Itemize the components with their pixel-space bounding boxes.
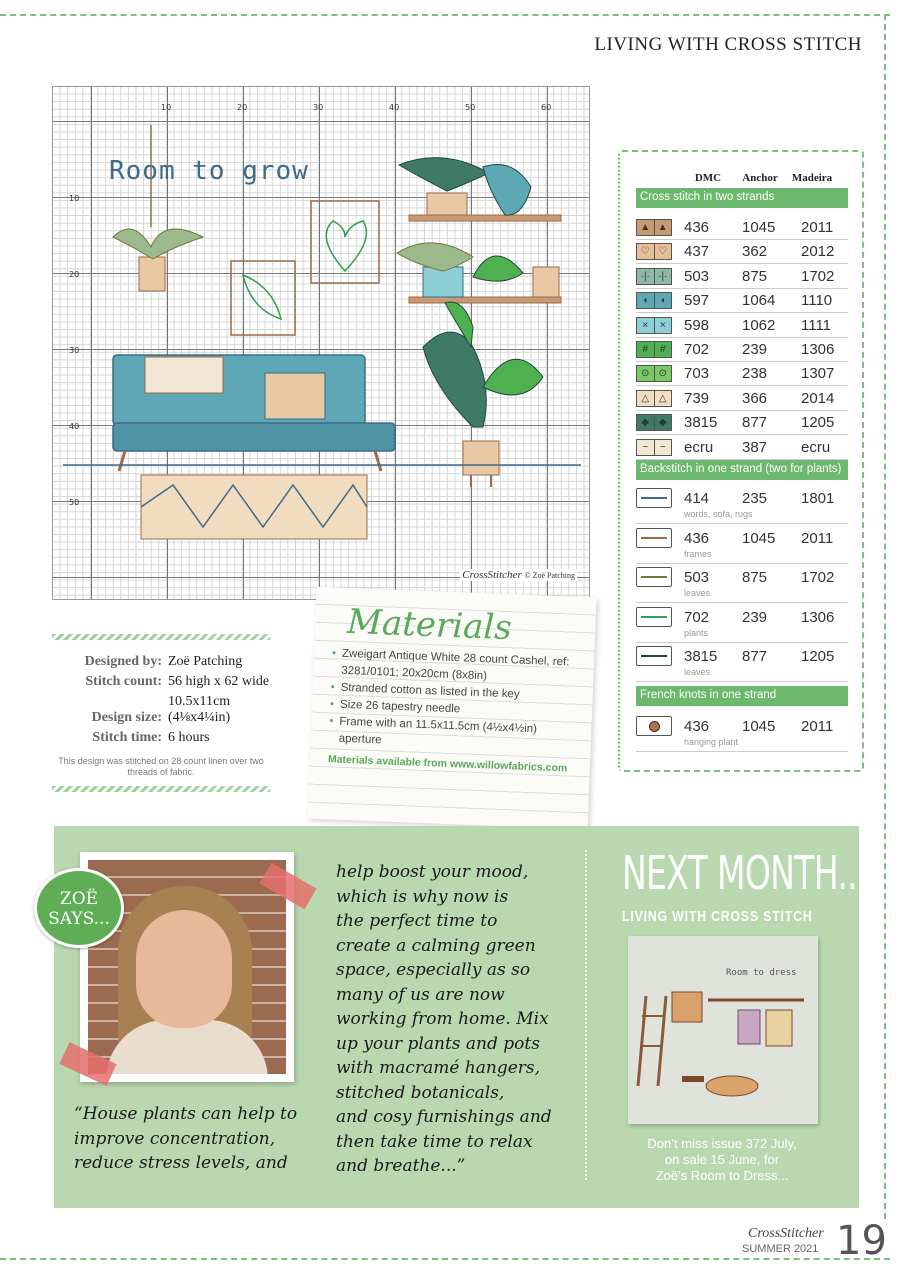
- thread-swatch: ·|· ·|·: [636, 268, 672, 285]
- quote-line: up your plants and pots: [336, 1033, 540, 1054]
- design-size-row: Design size:10.5x11cm (4⅛x4¼in): [91, 694, 231, 725]
- line-swatch: [636, 567, 672, 587]
- french-knot-swatch: [636, 716, 672, 736]
- thread-code: 2012: [801, 243, 835, 261]
- thread-code: 703: [684, 365, 710, 383]
- thread-use: words, sofa, rugs: [684, 509, 753, 519]
- quote-col-1: [74, 1102, 297, 1176]
- cross-stitch-chart: [52, 86, 590, 600]
- col-label: 50: [465, 103, 476, 112]
- quote-line: Don’t miss issue 372 July,: [647, 1136, 797, 1151]
- quote-line: which is why now is: [336, 886, 509, 907]
- backstitch-row: [636, 644, 848, 682]
- thread-use: leaves: [684, 667, 711, 677]
- quote-line: and breathe...”: [336, 1156, 466, 1176]
- thread-code: 1064: [742, 292, 776, 310]
- thread-swatch: ⊙ ⊙: [636, 365, 672, 382]
- line-swatch: [636, 646, 672, 666]
- quote-line: stitched botanicals,: [336, 1082, 505, 1103]
- next-month-caption: [604, 1136, 840, 1184]
- thread-code: 1045: [742, 529, 776, 547]
- thread-swatch: △ △: [636, 390, 672, 407]
- col-label: 30: [313, 103, 324, 112]
- thread-code: 362: [742, 243, 768, 261]
- cross-stitch-row: [636, 338, 848, 362]
- materials-item: • Zweigart Antique White 28 count Cashel, ref: 3281/0101; 20x20cm (8x8in): [331, 645, 576, 688]
- materials-title: Materials: [346, 601, 513, 649]
- stitch-time-row: Stitch time: 6 hours: [92, 730, 210, 745]
- thread-code: 387: [742, 438, 768, 456]
- thread-code: 239: [742, 341, 768, 358]
- top-border: [0, 14, 890, 16]
- cross-stitch-row: [636, 265, 848, 289]
- thread-code: 1045: [742, 219, 776, 236]
- thread-code: 1306: [801, 608, 835, 626]
- backstitch-row: [636, 565, 848, 603]
- quote-line: the perfect time to: [336, 911, 498, 931]
- thread-code: 414: [684, 490, 710, 507]
- thread-key: [618, 150, 864, 772]
- cross-stitch-heading: Cross stitch in two strands: [636, 188, 848, 208]
- quote-col-2: [336, 860, 552, 1179]
- cross-stitch-row: [636, 216, 848, 240]
- cross-stitch-row: [636, 289, 848, 313]
- next-month-image: [628, 936, 818, 1124]
- french-knots-heading: French knots in one strand: [636, 686, 848, 706]
- thread-code: 1111: [801, 316, 832, 334]
- backstitch-row: [636, 605, 848, 643]
- cross-stitch-row: [636, 411, 848, 435]
- cross-stitch-row: [636, 436, 848, 460]
- line-swatch: [636, 607, 672, 627]
- cross-stitch-row: [636, 387, 848, 411]
- french-knot-row: 436 1045 2011 hanging plant: [636, 714, 848, 752]
- quote-line: then take time to relax: [336, 1131, 533, 1152]
- row-label: 10: [69, 194, 80, 203]
- col-label: 20: [237, 103, 248, 112]
- thread-code: 877: [742, 414, 768, 432]
- thread-code: ecru: [801, 438, 831, 456]
- quote-line: working from home. Mix: [336, 1009, 549, 1029]
- thread-code: 235: [742, 490, 768, 507]
- thread-use: plants: [684, 627, 709, 638]
- cross-stitch-row: [636, 362, 848, 386]
- pattern-artwork: [53, 87, 591, 601]
- right-border: [884, 14, 886, 1219]
- thread-code: 3815: [684, 414, 718, 432]
- line-swatch: [636, 488, 672, 508]
- thread-code: 1801: [801, 490, 835, 507]
- quote-line: improve concentration,: [74, 1128, 276, 1149]
- col-label: 10: [161, 103, 172, 112]
- quote-line: on sale 15 June, for: [664, 1152, 780, 1167]
- materials-note: [308, 587, 597, 830]
- backstitch-heading: Backstitch in one strand (two for plants): [636, 460, 848, 480]
- thread-code: 1306: [801, 341, 835, 358]
- thread-code: 503: [684, 569, 710, 586]
- stitch-count-row: Stitch count: 56 high x 62 wide: [85, 674, 270, 689]
- thread-swatch: ~ ~: [636, 439, 672, 456]
- thread-code: 1110: [801, 292, 833, 310]
- designed-by-row: Designed by: Zoë Patching: [84, 654, 243, 669]
- thread-code: 238: [742, 365, 768, 383]
- backstitch-row: [636, 526, 848, 564]
- thread-code: 597: [684, 292, 710, 310]
- zigzag-divider: [52, 786, 270, 792]
- key-header: DMC Anchor Madeira: [694, 172, 833, 184]
- thread-code: 702: [684, 341, 710, 358]
- thread-code: ecru: [684, 438, 714, 456]
- thread-code: 2011: [801, 529, 834, 547]
- thread-code: 702: [684, 608, 710, 626]
- thread-code: 877: [742, 648, 768, 665]
- quote-line: and cosy furnishings and: [336, 1107, 552, 1127]
- thread-code: 598: [684, 316, 710, 334]
- footer-brand: CrossStitcher: [748, 1226, 824, 1241]
- thread-code: 436: [684, 529, 710, 547]
- quote-line: with macramé hangers,: [336, 1058, 541, 1078]
- zoe-says-badge: ZOË SAYS...: [34, 868, 124, 948]
- thread-swatch: ◆ ◆: [636, 414, 672, 431]
- row-label: 30: [69, 346, 80, 355]
- materials-available: Materials available from www.willowfabrics.com: [327, 753, 568, 775]
- quote-line: Zoë’s Room to Dress...: [655, 1168, 789, 1183]
- next-month-image-label: Room to dress: [726, 968, 797, 978]
- thread-use: leaves: [684, 588, 711, 598]
- row-label: 40: [69, 422, 80, 431]
- row-label: 50: [69, 498, 80, 507]
- footer-issue: SUMMER 2021: [742, 1243, 819, 1255]
- backstitch-row: [636, 486, 848, 524]
- thread-code: 2011: [801, 219, 834, 236]
- line-swatch: [636, 528, 672, 548]
- quote-line: space, especially as so: [336, 960, 531, 980]
- quote-line: many of us are now: [336, 984, 505, 1005]
- next-month-title: NEXT MONTH...: [622, 846, 867, 900]
- next-month-subtitle: LIVING WITH CROSS STITCH: [622, 908, 813, 925]
- pattern-title: Room to grow: [109, 156, 309, 186]
- bottom-border: [0, 1258, 890, 1260]
- thread-code: 239: [742, 608, 768, 626]
- thread-code: 2014: [801, 389, 835, 407]
- thread-code: 503: [684, 267, 710, 285]
- thread-code: 739: [684, 389, 710, 407]
- quote-line: “House plants can help to: [74, 1104, 298, 1124]
- thread-code: 366: [742, 389, 768, 407]
- cross-stitch-row: [636, 314, 848, 338]
- thread-code: 437: [684, 243, 710, 261]
- thread-swatch: × ×: [636, 317, 672, 334]
- thread-swatch: ▲ ▲: [636, 219, 672, 236]
- page-number: 19: [836, 1218, 887, 1264]
- thread-code: 1307: [801, 365, 835, 383]
- thread-code: 3815: [684, 648, 718, 665]
- quote-line: create a calming green: [336, 935, 536, 956]
- section-title: LIVING WITH CROSS STITCH: [594, 34, 862, 55]
- thread-code: 1205: [801, 414, 835, 432]
- thread-swatch: ◖ ◖: [636, 292, 672, 309]
- fabric-note: This design was stitched on 28 count linen over two threads of fabric.: [58, 756, 264, 777]
- row-label: 20: [69, 270, 80, 279]
- thread-code: 1702: [801, 267, 835, 285]
- thread-code: 875: [742, 267, 768, 285]
- thread-code: 1062: [742, 316, 776, 334]
- design-info: [52, 634, 270, 792]
- thread-swatch: ♡ ♡: [636, 243, 672, 260]
- materials-item: • Frame with an 11.5x11.5cm (4½x4½in) aperture: [328, 713, 573, 756]
- thread-code: 1205: [801, 648, 835, 665]
- chart-credit: CrossStitcher © Zoë Patching: [462, 569, 575, 581]
- thread-code: 875: [742, 569, 768, 586]
- quote-line: help boost your mood,: [336, 862, 529, 882]
- col-label: 40: [389, 103, 400, 112]
- col-label: 60: [541, 103, 552, 112]
- thread-use: frames: [684, 548, 712, 559]
- cross-stitch-row: [636, 240, 848, 264]
- materials-item: • Stranded cotton as listed in the key: [330, 679, 574, 705]
- thread-swatch: # #: [636, 341, 672, 358]
- thread-code: 1702: [801, 569, 835, 586]
- column-divider: [585, 850, 587, 1180]
- thread-code: 436: [684, 219, 710, 236]
- materials-item: • Size 26 tapestry needle: [330, 696, 574, 722]
- quote-line: reduce stress levels, and: [74, 1153, 288, 1173]
